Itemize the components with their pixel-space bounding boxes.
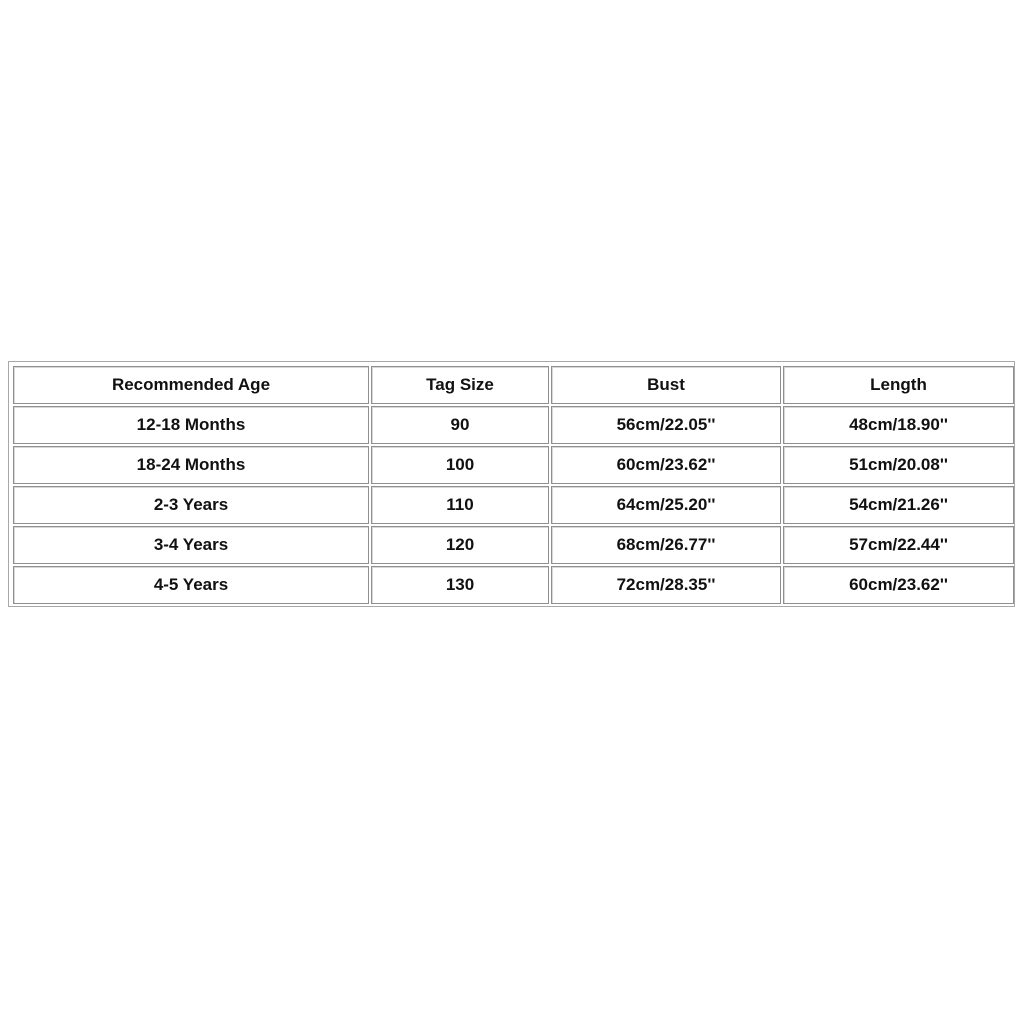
table-row xyxy=(13,566,1014,604)
tag-size-cell: 130 xyxy=(371,566,549,604)
header-row xyxy=(13,366,1014,404)
length-cell: 60cm/23.62'' xyxy=(783,566,1014,604)
tag-size-cell: 110 xyxy=(371,486,549,524)
bust-cell: 68cm/26.77'' xyxy=(551,526,781,564)
bust-cell: 72cm/28.35'' xyxy=(551,566,781,604)
header-tag-size: Tag Size xyxy=(371,366,549,404)
table-row xyxy=(13,526,1014,564)
bust-cell: 64cm/25.20'' xyxy=(551,486,781,524)
length-cell: 51cm/20.08'' xyxy=(783,446,1014,484)
age-cell: 3-4 Years xyxy=(13,526,369,564)
table-row xyxy=(13,486,1014,524)
tag-size-cell: 100 xyxy=(371,446,549,484)
age-cell: 2-3 Years xyxy=(13,486,369,524)
age-cell: 4-5 Years xyxy=(13,566,369,604)
header-recommended-age: Recommended Age xyxy=(13,366,369,404)
age-cell: 12-18 Months xyxy=(13,406,369,444)
length-cell: 57cm/22.44'' xyxy=(783,526,1014,564)
tag-size-cell: 120 xyxy=(371,526,549,564)
age-cell: 18-24 Months xyxy=(13,446,369,484)
length-cell: 54cm/21.26'' xyxy=(783,486,1014,524)
length-cell: 48cm/18.90'' xyxy=(783,406,1014,444)
table-row xyxy=(13,406,1014,444)
table-row xyxy=(13,446,1014,484)
header-length: Length xyxy=(783,366,1014,404)
tag-size-cell: 90 xyxy=(371,406,549,444)
bust-cell: 56cm/22.05'' xyxy=(551,406,781,444)
bust-cell: 60cm/23.62'' xyxy=(551,446,781,484)
size-chart-table xyxy=(11,364,1016,606)
size-chart-frame xyxy=(8,361,1015,607)
header-bust: Bust xyxy=(551,366,781,404)
